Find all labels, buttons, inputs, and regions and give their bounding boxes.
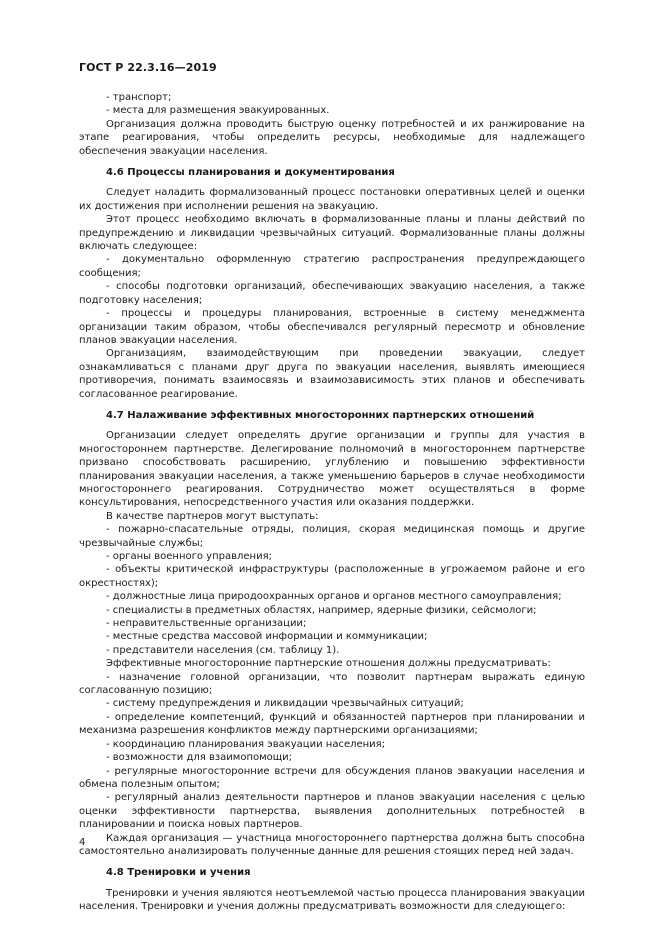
list-item: - назначение головной организации, что позволит партнерам выражать единую согласованную позицию; [79,671,585,697]
list-item: - местные средства массовой информации и коммуникации; [106,631,428,643]
page-number: 4 [79,837,86,848]
document-body [79,91,585,914]
list-item: - места для размещения эвакуированных. [106,105,330,117]
list-item: - систему предупреждения и ликвидации чрезвычайных ситуаций; [106,698,464,710]
section-heading: 4.8 Тренировки и учения [106,867,251,879]
list-item: - процессы и процедуры планирования, встроенные в систему менеджмента организации таким образом, чтобы обеспечивался регулярный пересмотр и обновление планов эвакуации населения. [79,308,585,346]
paragraph: Следует наладить формализованный процесс постановки оперативных целей и оценки их достижения при исполнении решения на эвакуацию. [79,187,585,212]
paragraph: Организациям, взаимодействующим при проведении эвакуации, следует ознакамливаться с планами друг друга по эвакуации населения, выявлять имеющиеся противоречия, понимать взаимосвязь и взаимозависимость этих планов и обеспечивать согласованное реагирование. [79,348,585,400]
paragraph: Организации следует определять другие организации и группы для участия в многостороннем партнерстве. Делегирование полномочий в многостороннем партнерстве призвано способствовать расширению, углублению и повышению эффективности планирования эвакуации населения, а также уменьшению барьеров в случае необходимости многостороннего реагирования. Сотрудничество может осуществляться в форме консультирования, непосредственного участия или оказания поддержки. [79,430,585,509]
list-item: - пожарно-спасательные отряды, полиция, скорая медицинская помощь и другие чрезвычайные службы; [79,524,585,549]
paragraph: В качестве партнеров могут выступать: [106,510,319,522]
paragraph: Тренировки и учения являются неотъемлемой частью процесса планирования эвакуации населения. Тренировки и учения должны предусматривать возможности для следующего: [79,887,585,913]
paragraph: Каждая организация — участница многостороннего партнерства должна быть способна самостоятельно анализировать полученные данные для решения стоящих перед ней задач. [79,832,585,857]
list-item: - неправительственные организации; [106,618,307,630]
list-item: - специалисты в предметных областях, например, ядерные физики, сейсмологи; [106,604,537,616]
list-item: - определение компетенций, функций и обязанностей партнеров при планировании и механизма разрешения конфликтов между партнерскими организациями; [79,711,585,737]
list-item: - представители населения (см. таблицу 1). [106,644,340,656]
list-item: - должностные лица природоохранных органов и органов местного самоуправления; [106,591,562,603]
paragraph: Организация должна проводить быструю оценку потребностей и их ранжирование на этапе реагирования, чтобы определить ресурсы, необходимые для надлежащего обеспечения эвакуации населения. [79,118,585,157]
list-item: - документально оформленную стратегию распространения предупреждающего сообщения; [79,254,585,279]
list-item: - регулярный анализ деятельности партнеров и планов эвакуации населения с целью оценки эффективности партнерства, выявления дополнительных потребностей в планировании и поиска новых партнеров. [79,792,585,831]
list-item: - объекты критической инфраструктуры (расположенные в угрожаемом районе и его окрестностях); [79,564,585,589]
list-item: - регулярные многосторонние встречи для обсуждения планов эвакуации населения и обмена полезным опытом; [79,765,585,790]
document-header: ГОСТ Р 22.3.16—2019 [79,61,217,74]
list-item: - возможности для взаимопомощи; [106,752,293,764]
paragraph: Этот процесс необходимо включать в формализованные планы и планы действий по предупреждению и ликвидации чрезвычайных ситуаций. Формализованные планы должны включать следующее: [79,214,585,253]
section-heading: 4.6 Процессы планирования и документирования [106,167,395,179]
list-item: - органы военного управления; [106,551,272,562]
list-item: - транспорт; [106,92,172,103]
list-item: - способы подготовки организаций, обеспечивающих эвакуацию населения, а также подготовку населения; [79,281,585,306]
section-heading: 4.7 Налаживание эффективных многосторонних партнерских отношений [106,409,535,421]
paragraph: Эффективные многосторонние партнерские отношения должны предусматривать: [106,658,551,670]
list-item: - координацию планирования эвакуации населения; [106,738,386,750]
